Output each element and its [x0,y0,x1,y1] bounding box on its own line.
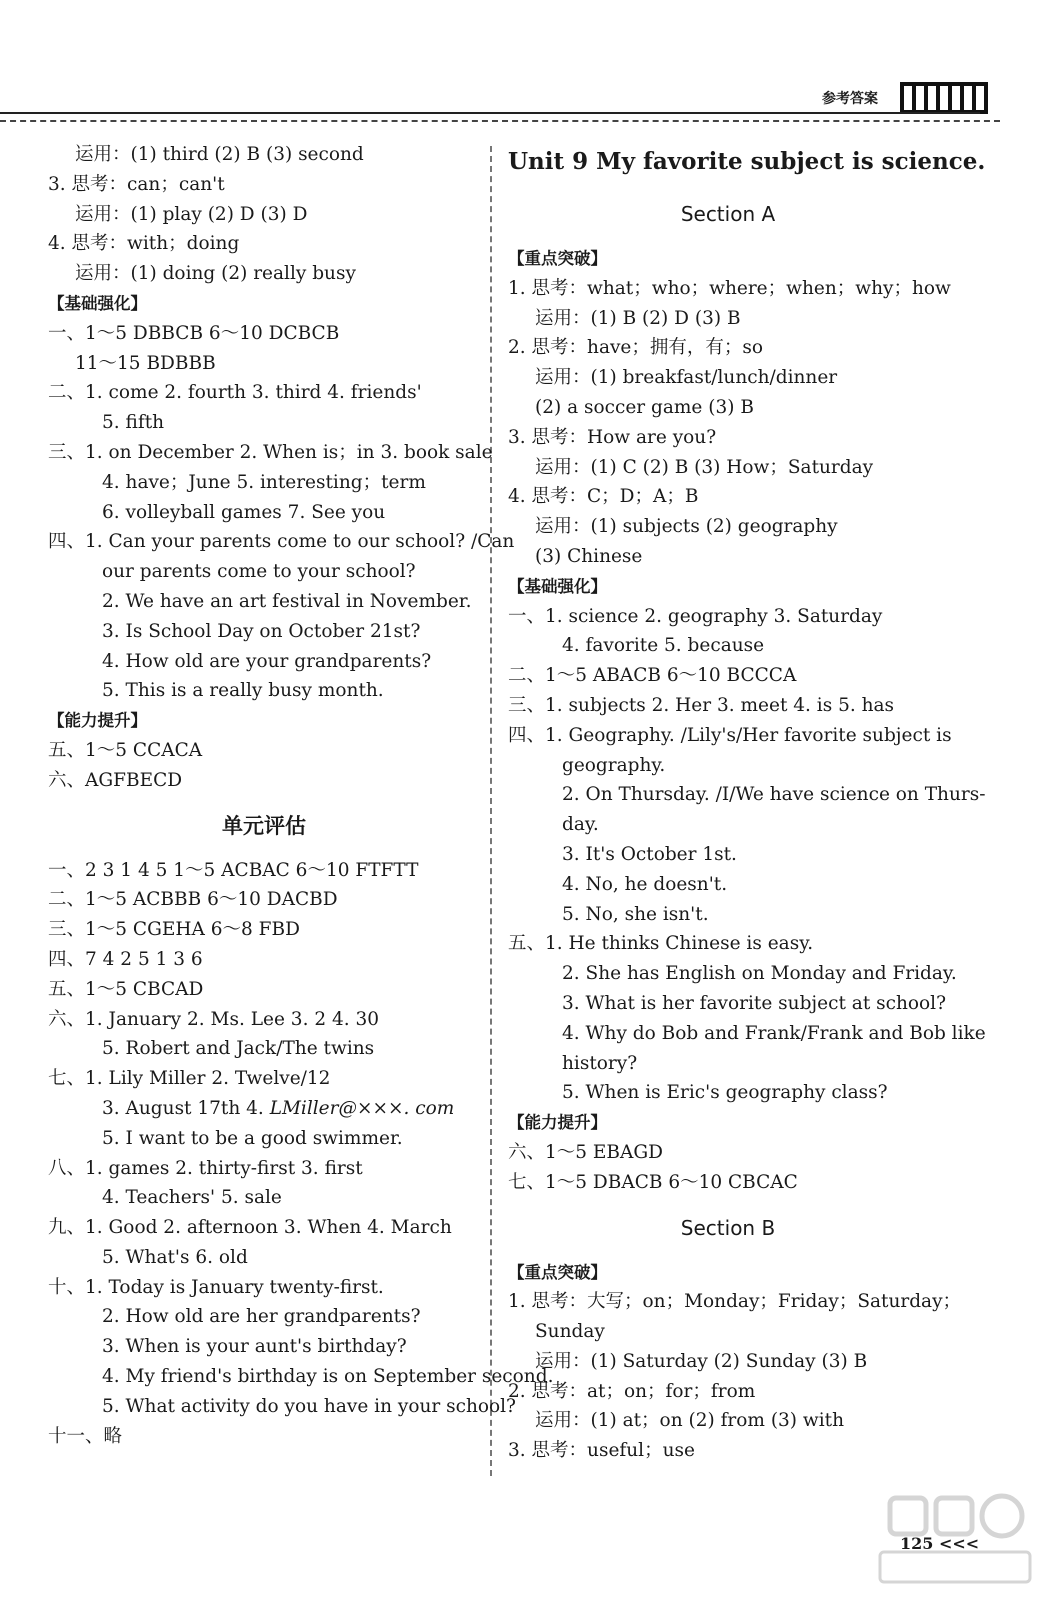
book-logo-icon [900,82,988,114]
answer-block-basic-a [508,602,986,1109]
answer-line: 3. 思考：can；can't [48,173,225,195]
answer-line: 4. 思考：C；D；A；B [508,486,699,508]
answer-line: 运用：(1) B (2) D (3) B [535,307,741,329]
answer-line: 5. No, she isn't. [562,903,709,925]
answer-line: (3) Chinese [535,545,643,567]
answer-line: 4. No, he doesn't. [562,873,728,895]
answer-line: 4. Why do Bob and Frank/Frank and Bob like [562,1022,986,1044]
answer-line: 一、1～5 DBBCB 6～10 DCBCB [48,322,340,344]
answer-line: 1. 思考：what；who；where；when；why；how [508,277,951,299]
answer-line: 运用：(1) doing (2) really busy [75,263,356,285]
answer-line: Sunday [535,1321,605,1343]
unit-eval-heading: 单元评估 [222,813,306,838]
right-column [508,140,986,1466]
section-tag-key-b: 【重点突破】 [508,1262,607,1282]
unit-title: Unit 9 My favorite subject is science. [508,148,986,175]
answer-line: 5. When is Eric's geography class? [562,1082,888,1104]
section-tag-ability: 【能力提升】 [508,1113,607,1133]
section-tag-ability: 【能力提升】 [48,711,147,731]
answer-line: 2. We have an art festival in November. [102,590,472,612]
answer-line: 运用：(1) Saturday (2) Sunday (3) B [535,1350,868,1372]
answer-line: 五、1～5 CBCAD [48,978,204,1000]
answer-line-email [48,1094,480,1124]
answer-line: 二、1～5 ABACB 6～10 BCCCA [508,665,797,687]
answer-line: 4. Teachers' 5. sale [102,1187,282,1209]
answer-text: 3. August 17th 4. [102,1097,270,1119]
answer-line: 11～15 BDBBB [75,352,216,374]
answer-line: 运用：(1) breakfast/lunch/dinner [535,367,838,389]
answer-line: 五、1. He thinks Chinese is easy. [508,933,814,955]
page-number: 125 <<< [900,1534,980,1553]
answer-line: 三、1～5 CGEHA 6～8 FBD [48,919,300,941]
column-divider [490,146,492,1476]
answer-line: 运用：(1) subjects (2) geography [535,516,838,538]
answer-line: 3. 思考：useful；use [508,1440,695,1462]
answer-line: 八、1. games 2. thirty-first 3. first [48,1157,363,1179]
answer-line: 3. Is School Day on October 21st? [102,620,421,642]
answer-line: our parents come to your school? [102,561,416,583]
answer-block-ability [48,736,480,796]
section-tag-basic: 【基础强化】 [48,293,147,313]
answer-line: 四、7 4 2 5 1 3 6 [48,948,203,970]
answer-line: 4. 思考：with；doing [48,233,240,255]
answer-line: history? [562,1052,638,1074]
answer-block-basic [48,319,515,706]
answer-block-lead [48,140,480,289]
answer-line: 3. It's October 1st. [562,843,737,865]
answer-line: 十一、略 [48,1425,123,1447]
answer-line: 四、1. Geography. /Lily's/Her favorite subject is [508,724,952,746]
answer-line: 一、1. science 2. geography 3. Saturday [508,605,883,627]
answer-line: 3. 思考：How are you? [508,426,717,448]
answer-line: 运用：(1) play (2) D (3) D [75,203,308,225]
answer-line: 4. My friend's birthday is on September second. [102,1366,554,1388]
answer-block-key-a [508,274,951,572]
answer-line: 5. What's 6. old [102,1246,248,1268]
answer-line: 十、1. Today is January twenty-first. [48,1276,384,1298]
left-column [48,140,554,1451]
answer-line: 二、1～5 ACBBB 6～10 DACBD [48,889,338,911]
answer-line: 运用：(1) at；on (2) from (3) with [535,1410,845,1432]
watermark-logo-icon [870,1490,1040,1594]
answer-line: 九、1. Good 2. afternoon 3. When 4. March [48,1217,452,1239]
answer-line: 六、1～5 EBAGD [508,1141,663,1163]
answer-block-eval-rest [48,1124,554,1452]
answer-line: (2) a soccer game (3) B [535,396,754,418]
answer-line: 二、1. come 2. fourth 3. third 4. friends' [48,382,422,404]
answer-block-key-b [508,1287,962,1466]
answer-line: 五、1～5 CCACA [48,739,203,761]
answer-line: day. [562,814,599,836]
section-tag-basic: 【基础强化】 [508,576,607,596]
answer-block-ability-a [508,1138,948,1198]
answer-line: 2. How old are her grandparents? [102,1306,421,1328]
page-header [0,0,1048,130]
answer-line: 5. fifth [102,412,165,434]
answer-line: 六、1. January 2. Ms. Lee 3. 2 4. 30 [48,1008,380,1030]
answer-line: 6. volleyball games 7. See you [102,501,386,523]
section-b-heading: Section B [680,1215,776,1240]
answer-line: 六、AGFBECD [48,769,183,791]
answer-line: 一、2 3 1 4 5 1～5 ACBAC 6～10 FTFTT [48,859,419,881]
header-rule [0,112,980,114]
answer-line: 运用：(1) third (2) B (3) second [75,144,364,165]
email-text: LMiller@×××. com [269,1097,455,1119]
answer-line: 5. This is a really busy month. [102,680,384,702]
answer-line: 2. She has English on Monday and Friday. [562,963,957,985]
answer-line: 4. favorite 5. because [562,635,765,657]
answer-line: 5. Robert and Jack/The twins [102,1038,375,1060]
answer-line: 4. How old are your grandparents? [102,650,432,672]
answer-line: 四、1. Can your parents come to our school? /Can [48,531,515,553]
answer-line: 3. When is your aunt's birthday? [102,1336,407,1358]
answer-line: 1. 思考：大写；on；Monday；Friday；Saturday； [508,1291,962,1313]
answer-line: 2. 思考：have；拥有，有；so [508,337,764,359]
answer-line: 七、1. Lily Miller 2. Twelve/12 [48,1068,331,1090]
answer-line: 4. have；June 5. interesting；term [102,471,426,493]
section-a-heading: Section A [680,202,776,226]
answer-line: 2. On Thursday. /I/We have science on Thurs- [562,784,986,806]
answer-line: 七、1～5 DBACB 6～10 CBCAC [508,1171,798,1193]
header-dashed-rule [0,120,1000,122]
section-tag-key: 【重点突破】 [508,249,607,268]
answer-line: 运用：(1) C (2) B (3) How；Saturday [535,456,874,478]
answer-block-eval [48,856,480,1094]
answer-line: 5. I want to be a good swimmer. [102,1127,403,1149]
answer-line: geography. [562,754,666,776]
answer-line: 2. 思考：at；on；for；from [508,1380,756,1402]
answer-line: 三、1. on December 2. When is；in 3. book sale [48,441,493,463]
answer-line: 3. What is her favorite subject at school? [562,992,947,1014]
answer-line: 三、1. subjects 2. Her 3. meet 4. is 5. has [508,694,895,716]
header-label: 参考答案 [822,91,878,107]
answer-line: 5. What activity do you have in your school? [102,1395,516,1417]
